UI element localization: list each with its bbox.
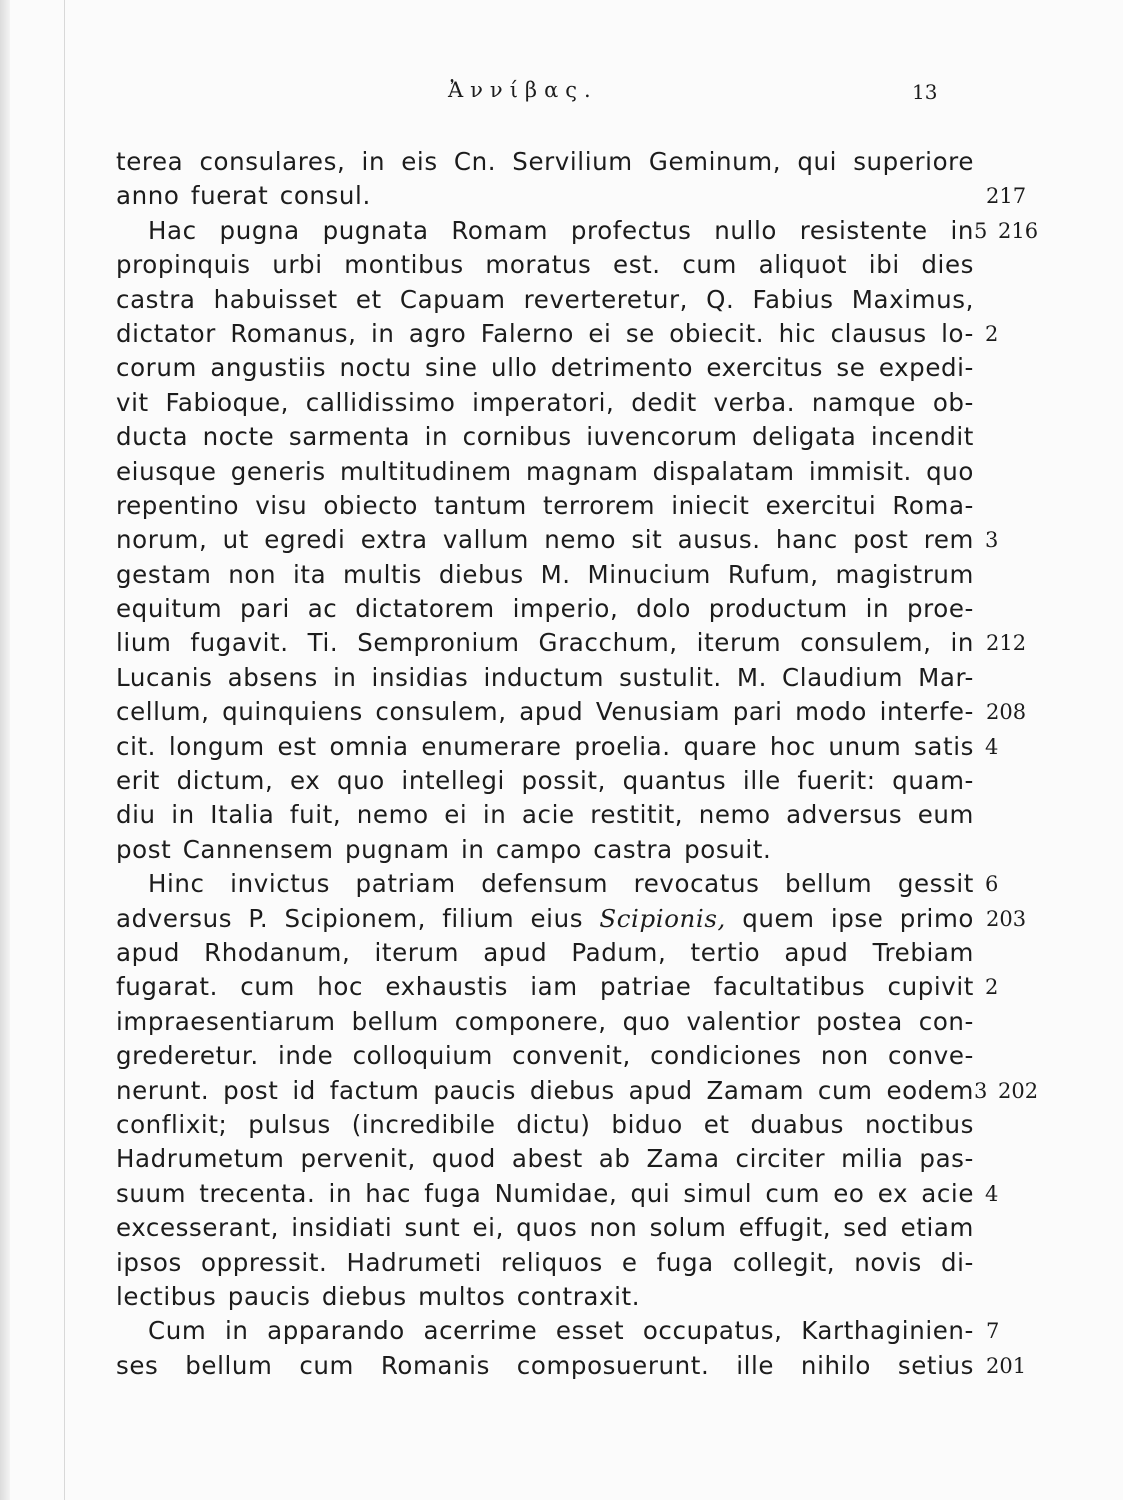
- text-line: [0, 317, 1123, 351]
- text-line-content: castra habuisset et Capuam reverteretur, Q. Fabius Maximus,: [116, 284, 974, 314]
- year-marker: 7: [986, 1319, 1000, 1344]
- text-line: [0, 283, 1123, 317]
- text-line: [0, 1074, 1123, 1108]
- text-line: [0, 179, 1123, 213]
- text-line-content: equitum pari ac dictatorem imperio, dolo productum in proe-: [116, 594, 974, 624]
- text-line: [0, 386, 1123, 420]
- chapter-marker: 3: [985, 528, 999, 553]
- text-line-content: repentino visu obiecto tantum terrorem iniecit exercitui Roma-: [116, 490, 974, 520]
- text-line: [0, 833, 1123, 867]
- text-line: [0, 1349, 1123, 1383]
- text-line-content: corum angustiis noctu sine ullo detrimento exercitus se expedi-: [116, 353, 974, 383]
- text-line-content: post Cannensem pugnam in campo castra posuit.: [116, 834, 772, 864]
- year-marker: 208: [986, 700, 1027, 725]
- text-line-content: diu in Italia fuit, nemo ei in acie restitit, nemo adversus eum: [116, 800, 974, 830]
- text-line-content: excesserant, insidiati sunt ei, quos non solum effugit, sed etiam: [116, 1213, 974, 1243]
- italic-name: Scipionis,: [599, 903, 726, 933]
- text-line-content: Hac pugna pugnata Romam profectus nullo resistente in: [148, 215, 974, 245]
- year-marker: 212: [986, 631, 1027, 656]
- text-line-content: ses bellum cum Romanis composuerunt. ille nihilo setius: [116, 1350, 974, 1380]
- text-line: [0, 558, 1123, 592]
- text-line-content: Hadrumetum pervenit, quod abest ab Zama circiter milia pas-: [116, 1144, 974, 1174]
- text-line-content: conflixit; pulsus (incredibile dictu) biduo et duabus noctibus: [116, 1109, 974, 1139]
- text-line-content: dictator Romanus, in agro Falerno ei se obiecit. hic clausus lo-: [116, 318, 974, 348]
- text-line: [0, 1108, 1123, 1142]
- chapter-marker: 6: [985, 872, 999, 897]
- page-number: 13: [912, 80, 938, 104]
- text-line: [0, 798, 1123, 832]
- text-line-segment: quem ipse primo: [725, 903, 975, 933]
- text-line-content: suum trecenta. in hac fuga Numidae, qui simul cum eo ex acie: [116, 1178, 974, 1208]
- year-marker: 217: [986, 184, 1027, 209]
- chapter-marker: 4: [985, 734, 999, 759]
- text-line: [0, 145, 1123, 179]
- text-line-content: impraesentiarum bellum componere, quo valentior postea con-: [116, 1006, 974, 1036]
- year-marker: 203: [986, 906, 1027, 931]
- chapter-marker: 5: [974, 218, 988, 243]
- text-line-content: erit dictum, ex quo intellegi possit, quantus ille fuerit: quam-: [116, 766, 974, 796]
- text-line-content: cellum, quinquiens consulem, apud Venusiam pari modo interfe-: [116, 697, 974, 727]
- text-line: [0, 730, 1123, 764]
- text-line: [0, 936, 1123, 970]
- text-line: [0, 1314, 1123, 1348]
- text-line: [0, 1211, 1123, 1245]
- text-line-content: nerunt. post id factum paucis diebus apud Zamam cum eodem: [116, 1075, 974, 1105]
- text-line-content: Lucanis absens in insidias inductum sustulit. M. Claudium Mar-: [116, 662, 974, 692]
- year-marker: 201: [986, 1353, 1027, 1378]
- text-line: [0, 1246, 1123, 1280]
- text-line-content: gestam non ita multis diebus M. Minucium Rufum, magistrum: [116, 559, 974, 589]
- text-line-content: propinquis urbi montibus moratus est. cum aliquot ibi dies: [116, 250, 974, 280]
- text-line: [0, 970, 1123, 1004]
- text-line: [0, 1280, 1123, 1314]
- text-line-content: apud Rhodanum, iterum apud Padum, tertio apud Trebiam: [116, 937, 974, 967]
- text-line: [0, 523, 1123, 557]
- text-line: [0, 592, 1123, 626]
- text-line-content: fugarat. cum hoc exhaustis iam patriae facultatibus cupivit: [116, 972, 974, 1002]
- text-line: [0, 214, 1123, 248]
- text-line: [0, 489, 1123, 523]
- text-line-content: terea consulares, in eis Cn. Servilium Geminum, qui superiore: [116, 147, 974, 176]
- text-line-content: eiusque generis multitudinem magnam dispalatam immisit. quo: [116, 456, 974, 486]
- text-line: [0, 1005, 1123, 1039]
- chapter-marker: 2: [985, 975, 999, 1000]
- text-line-content: lium fugavit. Ti. Sempronium Gracchum, iterum consulem, in: [116, 628, 974, 658]
- text-line-content: grederetur. inde colloquium convenit, condiciones non conve-: [116, 1041, 974, 1071]
- chapter-marker: 3: [974, 1078, 988, 1103]
- text-line: [0, 695, 1123, 729]
- text-line: [0, 1039, 1123, 1073]
- text-line: [0, 661, 1123, 695]
- text-line-content: norum, ut egredi extra vallum nemo sit ausus. hanc post rem: [116, 525, 974, 555]
- text-line-content: cit. longum est omnia enumerare proelia. quare hoc unum satis: [116, 731, 974, 761]
- text-line-content: vit Fabioque, callidissimo imperatori, dedit verba. namque ob-: [116, 387, 974, 417]
- year-marker: 216: [998, 218, 1039, 243]
- body-text: [0, 145, 1123, 1383]
- text-line: [0, 626, 1123, 660]
- text-line: [0, 1177, 1123, 1211]
- running-head-title: Ἀννίβας.: [448, 78, 598, 102]
- chapter-marker: 2: [985, 321, 999, 346]
- text-line: [0, 248, 1123, 282]
- text-line-content: Cum in apparando acerrime esset occupatus, Karthaginien-: [148, 1316, 974, 1346]
- text-line: [0, 455, 1123, 489]
- chapter-marker: 4: [985, 1181, 999, 1206]
- text-line-content: Hinc invictus patriam defensum revocatus bellum gessit: [148, 869, 974, 899]
- text-line-content: lectibus paucis diebus multos contraxit.: [116, 1281, 641, 1311]
- text-line: [0, 1142, 1123, 1176]
- text-line-segment: adversus P. Scipionem, filium eius: [116, 903, 600, 933]
- text-line: [0, 420, 1123, 454]
- text-line: [0, 867, 1123, 901]
- year-marker: 202: [998, 1078, 1039, 1103]
- text-line-content: anno fuerat consul.: [116, 181, 371, 211]
- text-line-content: ipsos oppressit. Hadrumeti reliquos e fuga collegit, novis di-: [116, 1247, 974, 1277]
- text-line: [0, 351, 1123, 385]
- text-line: [0, 902, 1123, 936]
- text-line-content: [116, 902, 974, 936]
- text-line-content: ducta nocte sarmenta in cornibus iuvencorum deligata incendit: [116, 422, 974, 452]
- text-line: [0, 764, 1123, 798]
